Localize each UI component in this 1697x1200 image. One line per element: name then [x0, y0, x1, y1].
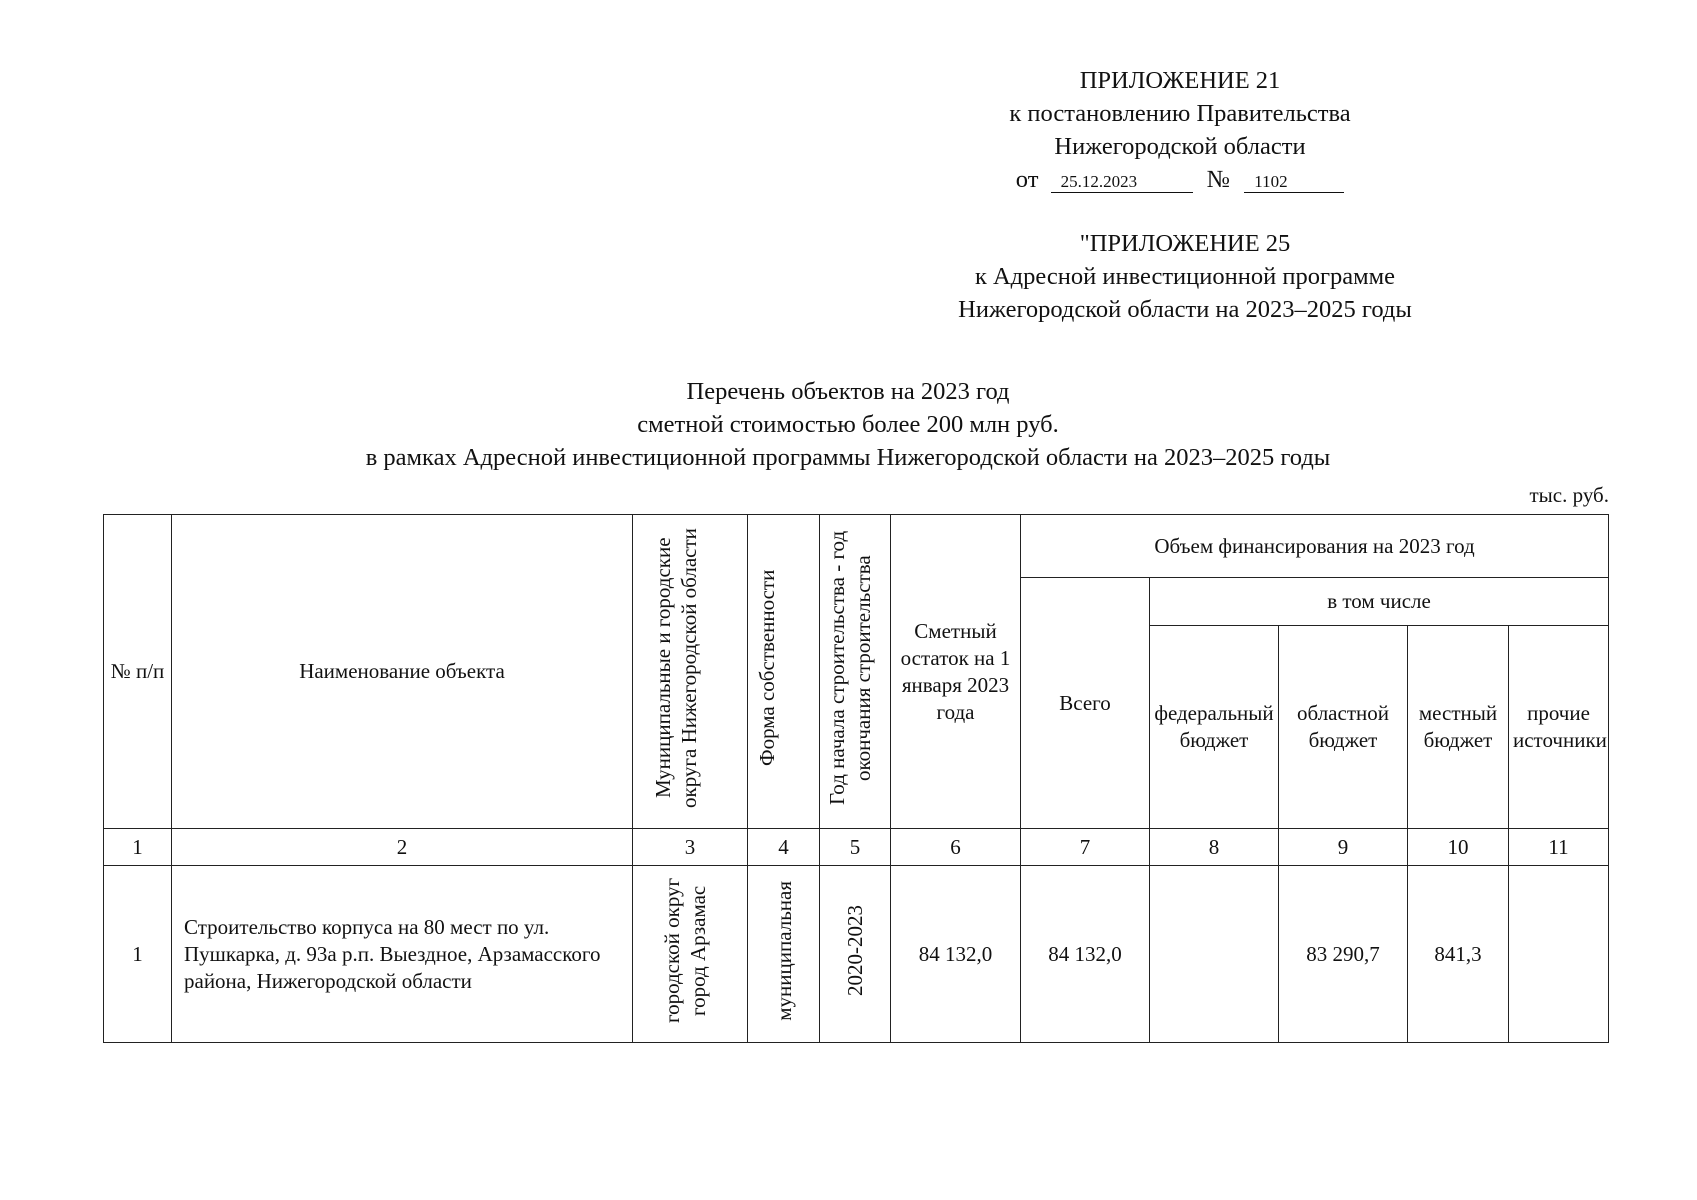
units-label: тыс. руб.: [1529, 483, 1609, 507]
column-number: 4: [748, 829, 820, 866]
appendix-21-title: ПРИЛОЖЕНИЕ 21: [1079, 67, 1281, 94]
column-number: 10: [1408, 829, 1509, 866]
column-number: 2: [172, 829, 633, 866]
appendix-21-date-line: [880, 163, 1480, 196]
column-number-row: [104, 829, 1609, 866]
row-federal: [1150, 866, 1279, 1043]
column-number: 8: [1150, 829, 1279, 866]
row-other: [1509, 866, 1609, 1043]
title-line-3: в рамках Адресной инвестиционной программы Нижегородской области на 2023–2025 годы: [365, 444, 1331, 471]
column-number: 6: [891, 829, 1021, 866]
appendix-25-line3: Нижегородской области на 2023–2025 годы: [958, 296, 1412, 323]
header-row-1: [104, 515, 1609, 578]
row-regional: 83 290,7: [1279, 866, 1408, 1043]
column-number: 3: [633, 829, 748, 866]
header-ownership: Форма собственности: [748, 515, 820, 829]
row-local: 841,3: [1408, 866, 1509, 1043]
column-number: 5: [820, 829, 891, 866]
appendix-25-line2: к Адресной инвестиционной программе: [974, 263, 1396, 290]
header-financing: Объем финансирования на 2023 год: [1021, 515, 1609, 578]
header-regional: областной бюджет: [1279, 626, 1408, 829]
column-number: 7: [1021, 829, 1150, 866]
decree-date: 25.12.2023: [1051, 172, 1193, 193]
column-number: 1: [104, 829, 172, 866]
row-years: 2020-2023: [820, 866, 891, 1043]
row-object-name: Строительство корпуса на 80 мест по ул. Пушкарка, д. 93а р.п. Выездное, Арзамасского района, Нижегородской области: [172, 866, 633, 1043]
document-title: [200, 375, 1496, 474]
number-sign: №: [1206, 166, 1231, 193]
header-name: Наименование объекта: [172, 515, 633, 829]
decree-number: 1102: [1244, 172, 1344, 193]
header-years: Год начала строительства - год окончания строительства: [820, 515, 891, 829]
row-total: 84 132,0: [1021, 866, 1150, 1043]
table-row: [104, 866, 1609, 1043]
header-total: Всего: [1021, 578, 1150, 829]
header-other: прочие источники: [1509, 626, 1609, 829]
header-local: местный бюджет: [1408, 626, 1509, 829]
header-municipality: Муниципальные и городские округа Нижегородской области: [633, 515, 748, 829]
column-number: 9: [1279, 829, 1408, 866]
row-balance: 84 132,0: [891, 866, 1021, 1043]
header-balance: Сметный остаток на 1 января 2023 года: [891, 515, 1021, 829]
title-line-2: сметной стоимостью более 200 млн руб.: [637, 411, 1059, 438]
header-num: № п/п: [104, 515, 172, 829]
header-including: в том числе: [1150, 578, 1609, 626]
appendix-21-block: [880, 64, 1480, 196]
appendix-21-line3: Нижегородской области: [1054, 133, 1306, 160]
column-number: 11: [1509, 829, 1609, 866]
appendix-25-title: "ПРИЛОЖЕНИЕ 25: [1079, 230, 1291, 257]
from-label: от: [1015, 166, 1039, 193]
title-line-1: Перечень объектов на 2023 год: [686, 378, 1010, 405]
row-num: 1: [104, 866, 172, 1043]
objects-table: [103, 514, 1609, 1043]
appendix-21-line2: к постановлению Правительства: [1009, 100, 1351, 127]
row-municipality: городской округ город Арзамас: [633, 866, 748, 1043]
header-federal: федеральный бюджет: [1150, 626, 1279, 829]
row-ownership: муниципальная: [748, 866, 820, 1043]
appendix-25-block: [835, 227, 1535, 326]
